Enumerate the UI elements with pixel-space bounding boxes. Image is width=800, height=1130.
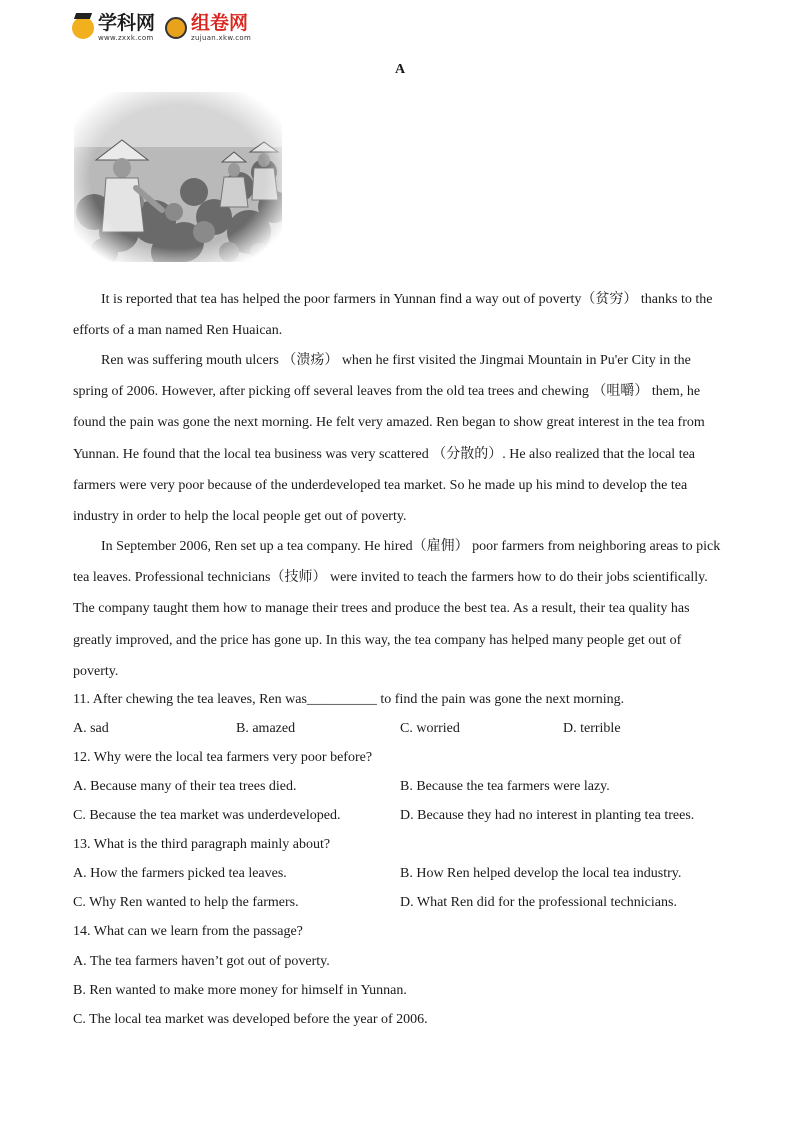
question-stem: 14. What can we learn from the passage?: [73, 924, 303, 939]
answer-option: D. terrible: [563, 721, 621, 736]
answer-option: B. Because the tea farmers were lazy.: [400, 779, 610, 794]
graduation-cap-icon: [72, 17, 94, 39]
question-stem: 11. After chewing the tea leaves, Ren was__________ to find the pain was gone the next morning.: [73, 692, 625, 707]
answer-option: A. sad: [73, 721, 109, 736]
mascot-icon: [165, 17, 187, 39]
tea-pickers-photo: [74, 92, 282, 262]
question-stem: 12. Why were the local tea farmers very poor before?: [73, 750, 373, 765]
section-title: A: [394, 62, 406, 77]
answer-option: D. Because they had no interest in planting tea trees.: [400, 808, 695, 823]
passage-paragraph: It is reported that tea has helped the poor farmers in Yunnan find a way out of poverty（贫穷） thanks to the efforts of a man named Ren Huaican.: [73, 292, 713, 339]
logo-url: zujuan.xkw.com: [191, 34, 252, 42]
passage-paragraph: Ren was suffering mouth ulcers （溃疡） when he first visited the Jingmai Mountain in Pu'er City in the spring of 2006. However, after picking off several leaves from the old tea trees and chewing （咀嚼） them, he found the pain was gone the next morning. He felt very amazed. Ren began to show great interest in the tea from Yunnan. He found that the local tea business was very scattered （分散的）. He also realized that the local tea farmers were very poor because of the underdeveloped tea market. So he made up his mind to develop the tea industry in order to help the local people get out of poverty.: [73, 353, 705, 525]
answer-option: A. Because many of their tea trees died.: [73, 779, 297, 794]
answer-option: C. Because the tea market was underdeveloped.: [73, 808, 341, 823]
zujuan-logo: [165, 14, 251, 42]
answer-option: B. How Ren helped develop the local tea industry.: [400, 866, 682, 881]
passage-paragraph: In September 2006, Ren set up a tea company. He hired（雇佣） poor farmers from neighboring areas to pick tea leaves. Professional technicians（技师） were invited to teach the farmers how to do their jobs scientifically. The company taught them how to manage their trees and produce the best tea. As a result, their tea quality has greatly improved, and the price has gone up. In this way, the tea company has helped many people get out of poverty.: [73, 539, 721, 679]
answer-option: C. The local tea market was developed before the year of 2006.: [73, 1012, 428, 1027]
question-stem: 13. What is the third paragraph mainly about?: [73, 837, 331, 852]
logo-name: 组卷网: [191, 12, 249, 34]
answer-option: B. Ren wanted to make more money for himself in Yunnan.: [73, 983, 407, 998]
answer-option: C. worried: [400, 721, 460, 736]
logo-url: www.zxxk.com: [98, 34, 154, 42]
answer-option: B. amazed: [236, 721, 296, 736]
logo-name: 学科网: [98, 12, 156, 34]
header: [72, 10, 251, 46]
answer-option: D. What Ren did for the professional technicians.: [400, 895, 677, 910]
answer-option: A. The tea farmers haven’t got out of poverty.: [73, 954, 330, 969]
zxxk-logo: [72, 14, 155, 42]
answer-option: C. Why Ren wanted to help the farmers.: [73, 895, 299, 910]
answer-option: A. How the farmers picked tea leaves.: [73, 866, 287, 881]
